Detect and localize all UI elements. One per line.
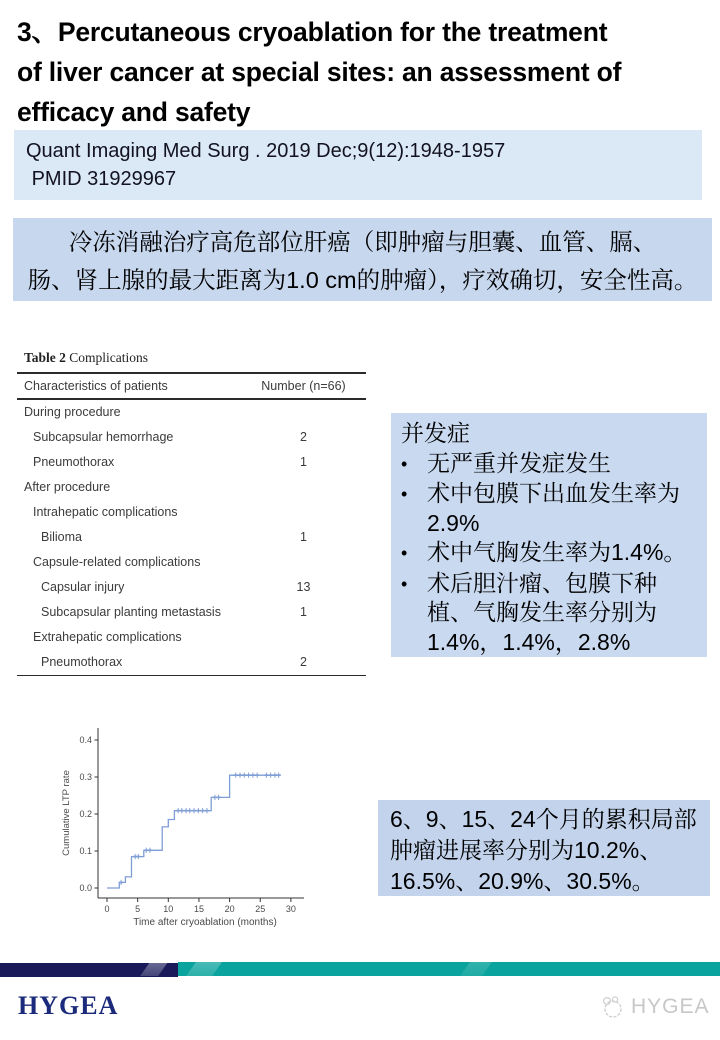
svg-text:30: 30: [285, 904, 296, 914]
citation-bar: [14, 130, 702, 200]
table-row-label: Subcapsular planting metastasis: [41, 605, 221, 619]
bullet-icon: •: [401, 543, 408, 563]
summary-line-2: 肠、肾上腺的最大距离为1.0 cm的肿瘤），疗效确切，安全性高。: [27, 267, 698, 293]
svg-text:0.4: 0.4: [79, 735, 92, 745]
complication-bullet-item: [401, 538, 697, 569]
table-row: [17, 625, 366, 650]
table-header-characteristics: Characteristics of patients: [24, 379, 168, 393]
table-row: [17, 425, 366, 450]
table-row-label: Pneumothorax: [41, 655, 123, 669]
table-row: [17, 500, 366, 525]
table-header-row: [17, 374, 366, 398]
hygea-watermark: [599, 994, 710, 1020]
hygea-watermark-icon: [599, 994, 625, 1020]
svg-text:0: 0: [104, 904, 110, 914]
ltp-note-text: 6、9、15、24个月的累积局部肿瘤进展率分别为10.2%、16.5%、20.9%、30.5%。: [390, 806, 697, 894]
complication-bullet-text: 无严重并发症发生: [427, 449, 611, 476]
svg-text:Time after cryoablation (month: Time after cryoablation (months): [133, 917, 277, 928]
summary-box: [13, 218, 712, 301]
table-row-label: Pneumothorax: [33, 455, 115, 469]
citation-journal: Quant Imaging Med Surg . 2019 Dec;9(12):1948-1957: [26, 140, 506, 162]
table-row-label: Extrahepatic complications: [33, 630, 182, 644]
table-caption-number: Table 2: [24, 350, 66, 365]
table-row-label: Capsule-related complications: [33, 555, 201, 569]
table-row-value: 2: [300, 655, 307, 669]
table-row-label: During procedure: [24, 405, 121, 419]
table-row: [17, 575, 366, 600]
table-rows: [17, 400, 366, 675]
svg-text:15: 15: [193, 904, 204, 914]
ltp-note-box: [378, 800, 710, 896]
complication-bullet-text: 术中包膜下出血发生率为2.9%: [427, 480, 680, 536]
table-caption-text: Complications: [65, 350, 149, 365]
table-row-value: 1: [300, 530, 307, 544]
table-row: [17, 400, 366, 425]
table-row-label: Bilioma: [41, 530, 82, 544]
ltp-chart-svg: [58, 712, 370, 940]
table-row-label: Intrahepatic complications: [33, 505, 178, 519]
summary-line-1: 冷冻消融治疗高危部位肝癌（即肿瘤与胆囊、血管、膈、: [68, 229, 657, 255]
slide-title: [17, 12, 711, 132]
svg-text:25: 25: [255, 904, 266, 914]
table-row-label: Capsular injury: [41, 580, 125, 594]
table-row-label: Subcapsular hemorrhage: [33, 430, 174, 444]
table-row-value: 2: [300, 430, 307, 444]
table-row-value: 13: [296, 580, 311, 594]
table-header-number: Number (n=66): [261, 379, 346, 393]
table-row: [17, 550, 366, 575]
complications-table: [17, 350, 366, 676]
table-row: [17, 525, 366, 550]
title-line-1: 3、Percutaneous cryoablation for the treatment: [17, 17, 608, 47]
complication-bullet-item: [401, 449, 697, 480]
svg-text:10: 10: [163, 904, 174, 914]
table-caption: [17, 350, 366, 366]
table-row-value: 1: [300, 455, 307, 469]
footer-teal-bar: [178, 962, 720, 976]
table-row: [17, 600, 366, 625]
hygea-watermark-text: HYGEA: [631, 995, 710, 1018]
table-row: [17, 450, 366, 475]
complications-list: [401, 449, 697, 658]
title-line-2: of liver cancer at special sites: an assessment of: [17, 57, 622, 87]
table-rule-bottom: [17, 675, 366, 677]
hygea-logo-text: HYGEA: [18, 991, 119, 1020]
complication-bullet-text: 术中气胸发生率为1.4%。: [427, 539, 687, 565]
svg-text:20: 20: [224, 904, 235, 914]
svg-text:0.2: 0.2: [79, 809, 92, 819]
bullet-icon: •: [401, 453, 408, 474]
svg-text:0.1: 0.1: [79, 846, 92, 856]
table-row-value: 1: [300, 605, 307, 619]
complication-bullet-text: 术后胆汁瘤、包膜下种植、气胸发生率分别为1.4%，1.4%，2.8%: [427, 569, 657, 655]
complication-bullet-item: [401, 479, 697, 538]
svg-text:0.0: 0.0: [79, 883, 92, 893]
ltp-chart: [58, 712, 370, 940]
bullet-icon: •: [401, 484, 408, 504]
complications-box-title: 并发症: [401, 420, 470, 446]
svg-text:Cumulative LTP rate: Cumulative LTP rate: [61, 770, 72, 856]
complications-box: [391, 413, 707, 657]
svg-text:5: 5: [135, 904, 141, 914]
bullet-icon: •: [401, 573, 408, 594]
table-row: [17, 475, 366, 500]
svg-text:0.3: 0.3: [79, 772, 92, 782]
citation-pmid: PMID 31929967: [26, 168, 177, 190]
title-line-3: efficacy and safety: [17, 97, 251, 127]
table-row-label: After procedure: [24, 480, 111, 494]
complication-bullet-item: [401, 569, 697, 658]
table-row: [17, 650, 366, 675]
